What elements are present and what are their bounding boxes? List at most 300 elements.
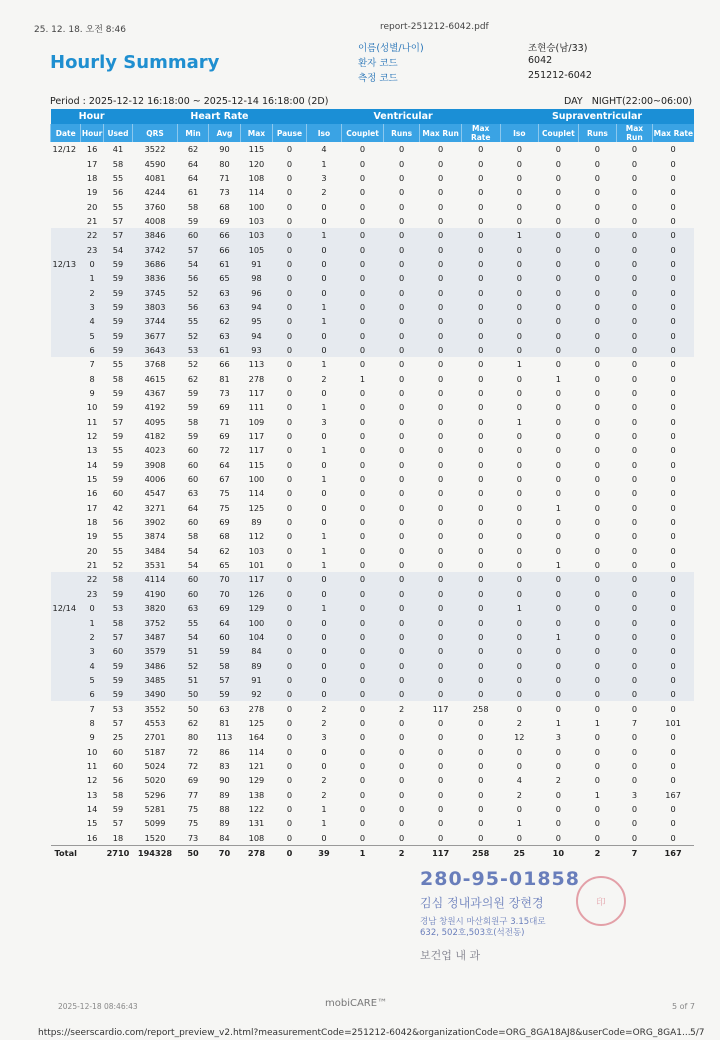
table-cell: 0: [438, 775, 444, 786]
table-cell: 53: [112, 703, 124, 714]
table-cell: 90: [219, 144, 230, 155]
table-cell: 0: [461, 300, 500, 314]
table-cell: 4023: [144, 445, 166, 456]
patient-value: 조현승(남/33): [528, 43, 588, 54]
table-cell: 0: [652, 687, 694, 701]
table-row: [51, 529, 695, 543]
column-header: Max: [240, 124, 272, 142]
table-cell: 0: [273, 630, 307, 644]
table-cell: 0: [516, 832, 522, 843]
table-cell: 0: [286, 502, 293, 513]
table-cell: 59: [103, 300, 132, 314]
table-cell: 0: [500, 300, 539, 314]
table-cell: [51, 644, 81, 658]
table-cell: 69: [219, 402, 230, 413]
table-cell: 113: [216, 732, 233, 743]
table-cell: 0: [539, 673, 579, 687]
table-cell: 0: [420, 615, 462, 629]
table-cell: 0: [286, 215, 293, 226]
table-cell: 0: [670, 445, 676, 456]
table-cell: 0: [359, 445, 366, 456]
table-cell: 0: [652, 228, 694, 242]
table-cell: 0: [359, 172, 366, 183]
table-cell: 60: [112, 760, 124, 771]
table-cell: 0: [438, 760, 444, 771]
table-cell: 101: [248, 560, 265, 571]
table-cell: 3742: [133, 242, 178, 256]
table-cell: 0: [670, 388, 676, 399]
table-row: [51, 544, 695, 558]
table-cell: 3579: [133, 644, 178, 658]
table-cell: 0: [578, 285, 617, 299]
table-cell: [51, 328, 81, 342]
table-cell: 0: [617, 572, 653, 586]
table-cell: 60: [103, 644, 132, 658]
table-cell: 1: [321, 818, 327, 829]
table-row: [51, 458, 695, 472]
table-cell: 0: [670, 560, 676, 571]
table-cell: 0: [398, 144, 405, 155]
table-cell: 0: [321, 459, 327, 470]
table-cell: 0: [670, 187, 676, 198]
table-cell: 0: [478, 388, 484, 399]
table-cell: 59: [112, 474, 124, 485]
table-cell: 0: [631, 431, 638, 442]
table-cell: 0: [539, 300, 579, 314]
table-cell: 0: [359, 818, 366, 829]
table-cell: 0: [555, 215, 561, 226]
table-cell: 103: [240, 228, 272, 242]
table-cell: 59: [103, 587, 132, 601]
table-row: [51, 415, 695, 429]
table-cell: 62: [187, 144, 199, 155]
table-cell: 0: [286, 545, 293, 556]
table-cell: 12: [86, 431, 98, 442]
table-cell: 0: [500, 271, 539, 285]
table-cell: 117: [248, 431, 265, 442]
table-cell: 3677: [133, 328, 178, 342]
table-cell: 3908: [144, 459, 166, 470]
table-cell: 0: [321, 488, 327, 499]
table-cell: [51, 730, 81, 744]
table-cell: 0: [438, 172, 444, 183]
table-cell: 0: [383, 644, 420, 658]
table-cell: 81: [219, 717, 230, 728]
table-cell: 56: [112, 517, 124, 528]
table-cell: 0: [398, 373, 405, 384]
table-cell: 0: [594, 703, 601, 714]
page-url[interactable]: https://seerscardio.com/report_preview_v2.html?measurementCode=251212-6042&organizationCode=ORG_8GA18AJ8&userCode=ORG_8GA1...: [38, 1028, 691, 1038]
table-cell: 3552: [144, 703, 166, 714]
table-cell: [51, 759, 81, 773]
table-cell: 0: [516, 373, 522, 384]
table-cell: 0: [398, 760, 405, 771]
table-cell: 72: [187, 760, 199, 771]
clinic-stamp: [420, 868, 580, 963]
table-cell: 3745: [133, 285, 178, 299]
table-cell: 1: [81, 271, 103, 285]
table-cell: 63: [187, 488, 199, 499]
table-cell: 60: [112, 746, 124, 757]
table-cell: 71: [219, 416, 230, 427]
table-row: [51, 429, 695, 443]
column-header: Hour: [81, 124, 103, 142]
table-cell: 94: [240, 300, 272, 314]
table-cell: 0: [652, 615, 694, 629]
table-cell: 2: [321, 775, 327, 786]
table-cell: 3846: [133, 228, 178, 242]
table-cell: 0: [398, 732, 405, 743]
table-cell: 0: [359, 359, 366, 370]
total-cell: 70: [209, 845, 240, 861]
table-cell: 0: [516, 474, 522, 485]
table-cell: 3820: [133, 601, 178, 615]
table-cell: 5020: [144, 775, 166, 786]
table-cell: 0: [398, 359, 405, 370]
table-row: [51, 171, 695, 185]
table-cell: 61: [209, 257, 240, 271]
table-cell: 1520: [144, 832, 166, 843]
table-cell: 0: [438, 373, 444, 384]
table-cell: 59: [112, 459, 124, 470]
table-cell: 5187: [144, 746, 166, 757]
table-cell: [51, 687, 81, 701]
table-cell: [51, 587, 81, 601]
table-row: [51, 831, 695, 846]
table-cell: 0: [359, 560, 366, 571]
table-cell: 66: [209, 228, 240, 242]
table-cell: 0: [617, 601, 653, 615]
table-cell: 3: [321, 172, 327, 183]
total-cell: 117: [420, 845, 462, 861]
table-cell: 4547: [144, 488, 166, 499]
patient-value: 251212-6042: [528, 70, 592, 81]
table-cell: 0: [420, 601, 462, 615]
table-cell: 88: [219, 803, 230, 814]
table-cell: 0: [578, 687, 617, 701]
table-cell: 2: [81, 630, 103, 644]
table-cell: 3531: [144, 560, 166, 571]
table-cell: 1: [306, 300, 342, 314]
table-cell: 0: [438, 416, 444, 427]
table-cell: 0: [539, 328, 579, 342]
table-cell: 0: [555, 517, 561, 528]
table-cell: 1: [321, 560, 327, 571]
table-cell: 96: [240, 285, 272, 299]
total-cell: 2: [578, 845, 617, 861]
table-cell: 55: [177, 314, 208, 328]
table-cell: 0: [306, 242, 342, 256]
table-row: [51, 300, 695, 314]
table-cell: 0: [273, 343, 307, 357]
table-cell: 0: [383, 673, 420, 687]
table-cell: 0: [617, 314, 653, 328]
table-cell: 0: [670, 359, 676, 370]
table-row: [51, 443, 695, 457]
table-cell: 0: [286, 416, 293, 427]
table-cell: 0: [478, 144, 484, 155]
table-cell: [51, 486, 81, 500]
table-cell: 0: [342, 328, 384, 342]
table-cell: 83: [219, 760, 230, 771]
table-cell: 0: [461, 601, 500, 615]
table-cell: 57: [103, 630, 132, 644]
table-cell: 18: [86, 172, 98, 183]
table-cell: 0: [500, 673, 539, 687]
table-cell: 0: [578, 673, 617, 687]
table-cell: 1: [555, 717, 561, 728]
table-cell: 3487: [133, 630, 178, 644]
table-cell: 0: [398, 746, 405, 757]
table-cell: 0: [286, 459, 293, 470]
table-cell: 0: [670, 803, 676, 814]
table-row: [51, 257, 695, 271]
table-cell: 0: [342, 644, 384, 658]
table-cell: 0: [286, 445, 293, 456]
table-cell: 0: [438, 474, 444, 485]
table-cell: 0: [478, 359, 484, 370]
table-cell: 4367: [144, 388, 166, 399]
table-cell: 1: [500, 228, 539, 242]
table-cell: 9: [89, 732, 95, 743]
table-cell: 63: [209, 285, 240, 299]
table-cell: 100: [248, 201, 265, 212]
table-cell: 0: [631, 158, 638, 169]
table-cell: 5281: [144, 803, 166, 814]
table-cell: 1: [321, 359, 327, 370]
table-cell: 0: [617, 687, 653, 701]
table-cell: 0: [286, 818, 293, 829]
table-cell: 57: [112, 818, 124, 829]
table-cell: 0: [670, 832, 676, 843]
column-header: Couplet: [539, 124, 579, 142]
table-cell: 1: [321, 545, 327, 556]
table-cell: 0: [273, 587, 307, 601]
table-cell: 72: [219, 445, 230, 456]
table-cell: 5296: [144, 789, 166, 800]
stamp-address: [420, 917, 580, 939]
table-cell: 5099: [144, 818, 166, 829]
table-cell: 89: [219, 818, 230, 829]
column-header-row: [51, 124, 695, 142]
table-cell: 52: [177, 658, 208, 672]
table-cell: [51, 285, 81, 299]
hourly-summary-table: [50, 109, 694, 861]
table-cell: 58: [187, 531, 199, 542]
footer-timestamp: 2025-12-18 08:46:43: [58, 1002, 138, 1011]
table-cell: 18: [86, 517, 98, 528]
table-cell: 0: [342, 615, 384, 629]
table-cell: 10: [86, 402, 98, 413]
table-cell: 0: [670, 431, 676, 442]
table-cell: 0: [383, 271, 420, 285]
table-cell: 0: [359, 545, 366, 556]
table-cell: 129: [240, 601, 272, 615]
table-cell: [51, 185, 81, 199]
table-cell: 0: [398, 717, 405, 728]
table-cell: 0: [359, 158, 366, 169]
table-cell: 1: [321, 531, 327, 542]
table-cell: 0: [578, 343, 617, 357]
table-cell: 0: [594, 545, 601, 556]
table-row: [51, 787, 695, 801]
table-cell: 0: [555, 445, 561, 456]
table-cell: 0: [478, 488, 484, 499]
table-cell: 57: [103, 228, 132, 242]
table-row: [51, 572, 695, 586]
table-cell: 58: [112, 789, 124, 800]
table-cell: 0: [420, 300, 462, 314]
table-cell: 114: [248, 746, 265, 757]
table-cell: 0: [461, 285, 500, 299]
table-cell: 0: [398, 789, 405, 800]
table-cell: [51, 802, 81, 816]
table-row: [51, 673, 695, 687]
url-page-number: 5/7: [690, 1028, 705, 1038]
table-cell: 25: [112, 732, 124, 743]
table-cell: 0: [359, 144, 366, 155]
table-cell: 0: [438, 459, 444, 470]
table-cell: 0: [359, 416, 366, 427]
table-cell: 0: [516, 445, 522, 456]
table-cell: 66: [209, 242, 240, 256]
table-cell: 0: [631, 803, 638, 814]
table-cell: 0: [631, 388, 638, 399]
table-cell: 0: [555, 144, 561, 155]
table-cell: 65: [219, 560, 230, 571]
table-cell: 0: [420, 644, 462, 658]
table-cell: [51, 214, 81, 228]
table-cell: 23: [81, 587, 103, 601]
table-cell: 0: [359, 187, 366, 198]
table-cell: 0: [383, 658, 420, 672]
table-row: [51, 386, 695, 400]
table-cell: 4190: [133, 587, 178, 601]
table-cell: 52: [112, 560, 124, 571]
table-cell: 61: [209, 343, 240, 357]
table-cell: 104: [240, 630, 272, 644]
table-cell: 0: [321, 388, 327, 399]
table-cell: 0: [286, 144, 293, 155]
table-cell: 0: [631, 531, 638, 542]
table-cell: 0: [594, 488, 601, 499]
table-cell: 0: [555, 201, 561, 212]
table-cell: 0: [555, 746, 561, 757]
table-cell: 0: [631, 760, 638, 771]
table-cell: 2: [321, 717, 327, 728]
table-cell: 0: [383, 242, 420, 256]
table-cell: 0: [555, 359, 561, 370]
patient-label: 이름(성별/나이): [358, 43, 424, 54]
table-cell: 0: [478, 803, 484, 814]
table-cell: 0: [478, 502, 484, 513]
table-cell: 77: [187, 789, 199, 800]
table-cell: 3: [631, 789, 638, 800]
table-cell: 0: [631, 488, 638, 499]
table-cell: 1: [306, 314, 342, 328]
table-cell: 0: [516, 803, 522, 814]
table-cell: 0: [478, 832, 484, 843]
table-cell: 0: [670, 416, 676, 427]
table-cell: 0: [273, 615, 307, 629]
table-row: [51, 271, 695, 285]
table-cell: 0: [286, 775, 293, 786]
table-row: [51, 156, 695, 170]
table-cell: 21: [86, 560, 98, 571]
table-cell: 0: [670, 474, 676, 485]
table-cell: [51, 615, 81, 629]
table-cell: 0: [398, 502, 405, 513]
table-cell: 0: [438, 402, 444, 413]
table-cell: 3752: [133, 615, 178, 629]
table-cell: 0: [516, 215, 522, 226]
table-cell: 59: [187, 215, 199, 226]
table-cell: 108: [248, 172, 265, 183]
table-cell: 0: [273, 285, 307, 299]
table-cell: 0: [594, 187, 601, 198]
table-cell: 59: [103, 285, 132, 299]
table-cell: 4095: [144, 416, 166, 427]
table-cell: 71: [219, 172, 230, 183]
table-cell: 59: [103, 343, 132, 357]
table-cell: 0: [516, 201, 522, 212]
table-cell: 4192: [144, 402, 166, 413]
table-cell: 72: [187, 746, 199, 757]
table-cell: 0: [516, 431, 522, 442]
table-cell: 2: [321, 373, 327, 384]
table-cell: 2: [516, 789, 522, 800]
table-cell: 59: [103, 314, 132, 328]
table-cell: 0: [342, 285, 384, 299]
table-cell: [51, 831, 81, 846]
table-cell: 90: [219, 775, 230, 786]
table-cell: 0: [398, 488, 405, 499]
table-cell: 4615: [144, 373, 166, 384]
table-cell: 57: [209, 673, 240, 687]
table-cell: 0: [670, 775, 676, 786]
table-cell: 0: [578, 300, 617, 314]
table-cell: 0: [555, 474, 561, 485]
table-cell: 0: [461, 658, 500, 672]
stamp-address-line: 632, 502호,503호(석전동): [420, 928, 525, 938]
table-cell: 12/13: [51, 257, 81, 271]
table-cell: 0: [286, 517, 293, 528]
table-cell: 0: [555, 531, 561, 542]
table-cell: 17: [86, 502, 98, 513]
table-cell: 55: [177, 615, 208, 629]
table-cell: 92: [240, 687, 272, 701]
table-cell: [51, 343, 81, 357]
table-cell: 14: [86, 459, 98, 470]
table-cell: 0: [273, 257, 307, 271]
table-cell: 3686: [133, 257, 178, 271]
table-row: [51, 314, 695, 328]
table-cell: 0: [342, 673, 384, 687]
table-cell: 0: [286, 172, 293, 183]
table-cell: 16: [86, 832, 98, 843]
table-cell: 5: [81, 328, 103, 342]
total-cell: 278: [240, 845, 272, 861]
table-cell: 0: [500, 328, 539, 342]
table-cell: 58: [103, 572, 132, 586]
table-cell: 0: [617, 630, 653, 644]
table-cell: 0: [398, 832, 405, 843]
table-cell: 0: [383, 228, 420, 242]
table-cell: 0: [286, 560, 293, 571]
table-cell: 164: [248, 732, 265, 743]
table-cell: 0: [500, 687, 539, 701]
table-cell: 0: [321, 746, 327, 757]
